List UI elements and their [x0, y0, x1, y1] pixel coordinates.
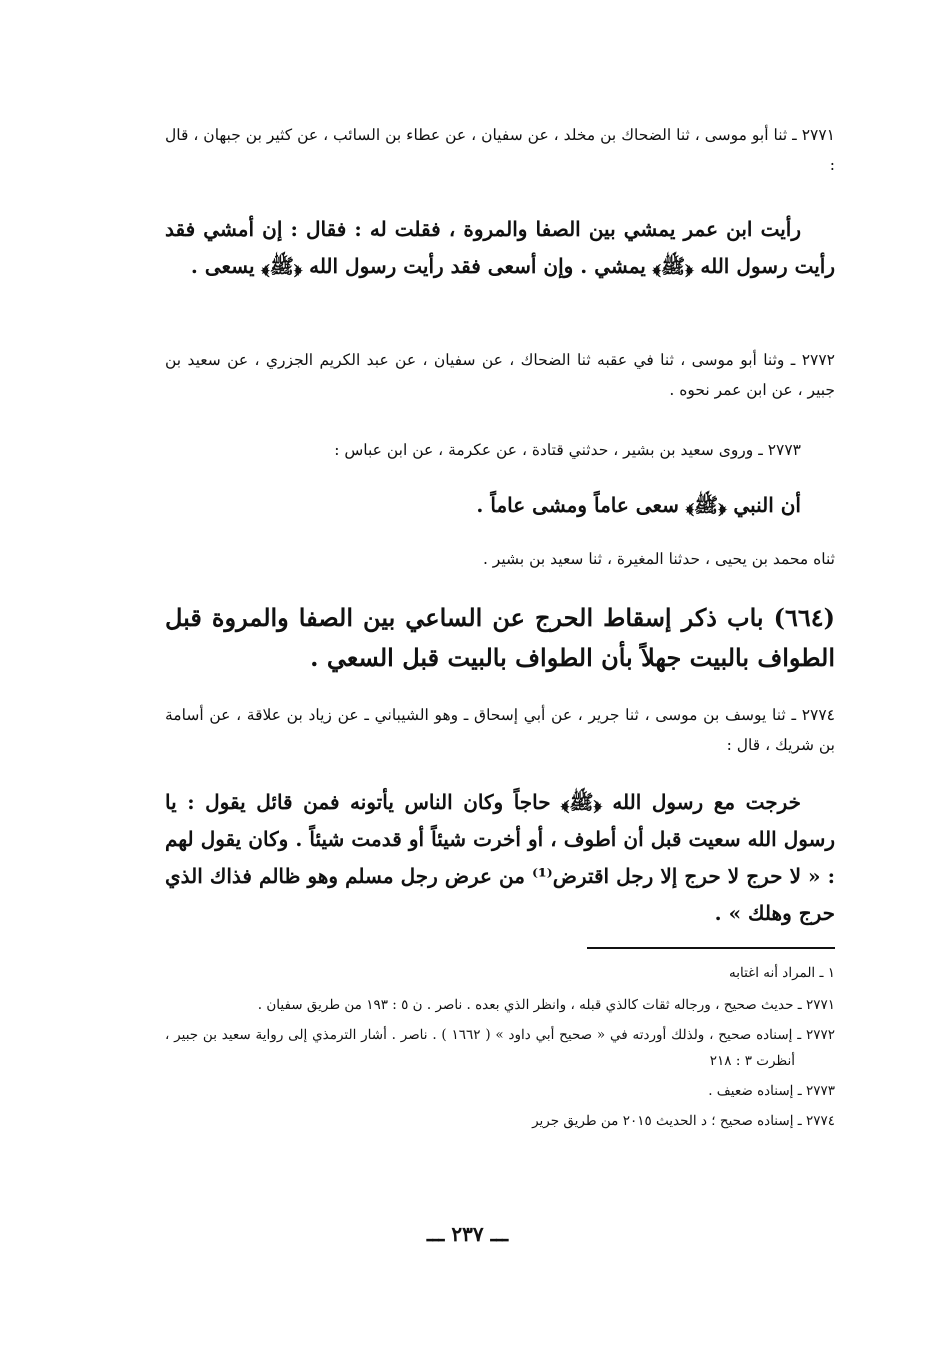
footnote-divider [587, 947, 835, 949]
hadith-2771-isnad: ٢٧٧١ ـ ثنا أبو موسى ، ثنا الضحاك بن مخلد ، عن سفيان ، عن عطاء بن السائب ، عن كثير بن جبهان ، قال : [165, 126, 835, 174]
footnote-2773: ٢٧٧٣ ـ إسناده ضعيف . [708, 1083, 835, 1099]
hadith-2773-isnad: ٢٧٧٣ ـ وروى سعيد بن بشير ، حدثني قتادة ، عن عكرمة ، عن ابن عباس : [334, 441, 801, 459]
hadith-2771-matn: رأيت ابن عمر يمشي بين الصفا والمروة ، فقلت له : فقال : إن أمشي فقد رأيت رسول الله ﴿ﷺ﴾ يمشي . وإن أسعى فقد رأيت رسول الله ﴿ﷺ﴾ يسعى . [165, 217, 835, 278]
hadith-2774-matn: خرجت مع رسول الله ﴿ﷺ﴾ حاجاً وكان الناس يأتونه فمن قائل يقول : يا رسول الله سعيت قبل أن أطوف ، أو أخرت شيئاً أو قدمت شيئاً . وكان يقول لهم : « لا حرج لا حرج إلا رجل اقترض⁽¹⁾ من عرض رجل مسلم وهو ظالم فذاك الذي حرج وهلك » . [165, 790, 835, 925]
footnote-2772: ٢٧٧٢ ـ إسناده صحيح ، ولذلك أوردته في « صحيح أبي داود » ( ١٦٦٢ ) . ناصر . أشار الترمذي إلى رواية سعيد بن جبير ، أنظرت ٣ : ٢١٨ [165, 1027, 835, 1069]
footnote-2774: ٢٧٧٤ ـ إسناده صحيح ؛ د الحديث ٢٠١٥ من طريق جرير [532, 1113, 835, 1129]
footnote-1: ١ ـ المراد أنه اغتابه [728, 965, 835, 981]
hadith-2774-isnad: ٢٧٧٤ ـ ثنا يوسف بن موسى ، ثنا جرير ، عن أبي إسحاق ـ وهو الشيباني ـ عن زياد بن علاقة ، عن أسامة بن شريك ، قال : [165, 706, 835, 754]
footnote-2771: ٢٧٧١ ـ حديث صحيح ، ورجاله ثقات كالذي قبله ، وانظر الذي بعده . ناصر . ن ٥ : ١٩٣ من طريق سفيان . [257, 997, 835, 1013]
hadith-2772-isnad: ٢٧٧٢ ـ وثنا أبو موسى ، ثنا في عقبه ثنا الضحاك ، عن سفيان ، عن عبد الكريم الجزري ، عن سعيد بن جبير ، عن ابن عمر نحوه . [165, 351, 835, 399]
footnotes [165, 960, 835, 1134]
page-number: ـــ ٢٣٧ ـــ [426, 1222, 509, 1246]
hadith-2773-after: ثناه محمد بن يحيى ، حدثنا المغيرة ، ثنا سعيد بن بشير . [482, 550, 835, 568]
chapter-heading: (٦٦٤) باب ذكر إسقاط الحرج عن الساعي بين الصفا والمروة قبل الطواف بالبيت جهلاً بأن الطواف بالبيت قبل السعي . [165, 603, 836, 672]
hadith-2773-matn: أن النبي ﴿ﷺ﴾ سعى عاماً ومشى عاماً . [476, 493, 801, 517]
